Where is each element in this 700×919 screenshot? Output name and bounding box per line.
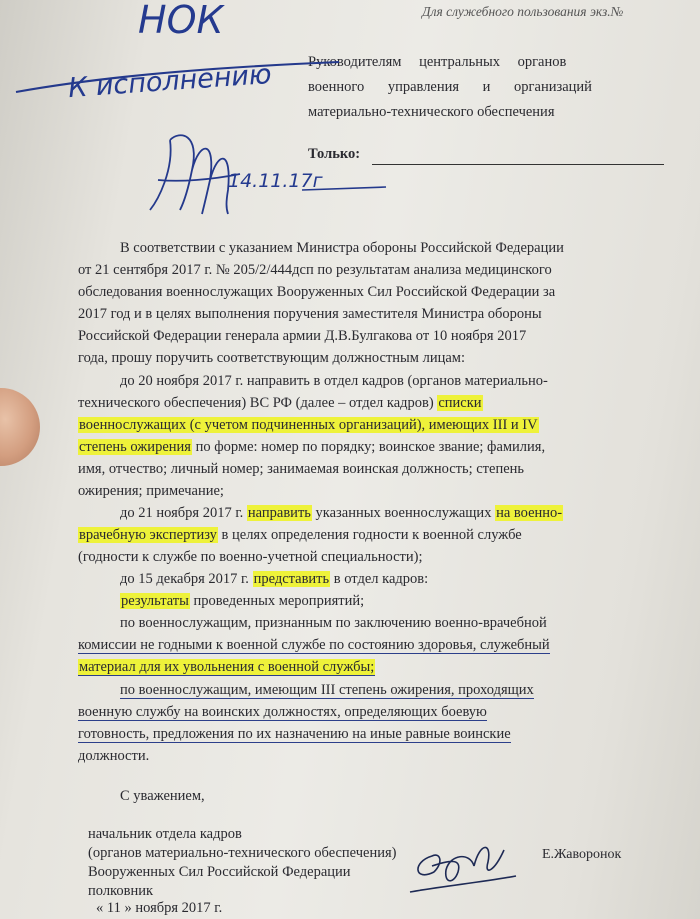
body-line-5: Российской Федерации генерала армии Д.В.Булгакова от 10 ноября 2017 xyxy=(78,328,527,344)
item4-line-1: по военнослужащим, признанным по заключению военно-врачебной xyxy=(120,615,547,631)
item4-line-2: комиссии не годными к военной службе по состоянию здоровья, служебный xyxy=(78,637,550,653)
resolution-stroke xyxy=(14,58,344,98)
highlight-obesity-degree: степень ожирения xyxy=(79,439,191,455)
highlight-medical-2: врачебную экспертизу xyxy=(79,527,217,543)
item1-line-6: ожирения; примечание; xyxy=(78,483,224,499)
highlight-dismissal: материал для их увольнения с военной службы; xyxy=(79,659,375,675)
item1-line-3 xyxy=(78,417,539,433)
body-line-2: от 21 сентября 2017 г. № 205/2/444дсп по результатам анализа медицинского xyxy=(78,262,552,278)
body-line-3: обследования военнослужащих Вооруженных Сил Российской Федерации за xyxy=(78,284,556,300)
handwritten-resolution: К исполнению xyxy=(67,58,273,105)
restriction-note: Для служебного пользования экз.№ xyxy=(422,4,624,19)
item3-events: проведенных мероприятий; xyxy=(193,593,365,609)
body-line-1: В соответствии с указанием Министра обороны Российской Федерации xyxy=(120,240,564,256)
highlight-send: направить xyxy=(247,505,311,521)
item1-line-4 xyxy=(78,439,545,455)
addressee-line-2: военного управления и организаций xyxy=(308,79,592,95)
signer-name: Е.Жаворонок xyxy=(542,847,622,862)
signature-line-4: полковник xyxy=(88,883,154,899)
item2-date: до 21 ноября 2017 г. xyxy=(120,505,244,521)
signer-signature-scribble xyxy=(404,832,520,902)
item3-target: в отдел кадров: xyxy=(333,571,429,587)
item4-line-3 xyxy=(78,659,375,675)
signature-line-2: (органов материально-технического обеспечения) xyxy=(88,845,397,861)
item2-line-1 xyxy=(120,505,563,521)
handwritten-date: 14.11.17г xyxy=(228,170,323,192)
body-line-4: 2017 год и в целях выполнения поручения заместителя Министра обороны xyxy=(78,306,542,322)
item1-text: технического обеспечения) ВС РФ (далее – отдел кадров) xyxy=(78,395,434,411)
signature-line-3: Вооруженных Сил Российской Федерации xyxy=(88,864,351,880)
addressee-line-3: материально-технического обеспечения xyxy=(308,104,555,120)
highlight-medical-1: на военно- xyxy=(496,505,563,521)
signature-line-1: начальник отдела кадров xyxy=(88,826,242,842)
closing: С уважением, xyxy=(120,788,205,804)
addressee-line-1: Руководителям центральных органов xyxy=(308,54,567,70)
item2-line-3: (годности к службе по военно-учетной специальности); xyxy=(78,549,423,565)
item3-line-2 xyxy=(120,593,364,609)
item2-purpose: в целях определения годности к военной службе xyxy=(221,527,522,543)
only-underline xyxy=(372,164,664,165)
handwritten-top-mark: НОК xyxy=(138,0,224,42)
item5-line-1: по военнослужащим, имеющим III степень ожирения, проходящих xyxy=(120,682,534,698)
item5-line-4: должности. xyxy=(78,748,150,764)
item3-date: до 15 декабря 2017 г. xyxy=(120,571,249,587)
item1-form-text: по форме: номер по порядку; воинское звание; фамилия, xyxy=(195,439,546,455)
item1-line-1: до 20 ноября 2017 г. направить в отдел кадров (органов материально- xyxy=(120,373,548,389)
item5-line-3: готовность, предложения по их назначению на иные равные воинские xyxy=(78,726,511,742)
item1-line-5: имя, отчество; личный номер; занимаемая воинская должность; степень xyxy=(78,461,525,477)
item1-line-2 xyxy=(78,395,483,411)
handwritten-signature-scribble xyxy=(140,110,260,220)
footer-date: « 11 » ноября 2017 г. xyxy=(96,900,223,916)
body-line-6: года, прошу поручить соответствующим должностным лицам: xyxy=(78,350,465,366)
item2-subject: указанных военнослужащих xyxy=(315,505,492,521)
highlight-results: результаты xyxy=(121,593,189,609)
highlight-servicemen: военнослужащих (с учетом подчиненных организаций), имеющих III и IV xyxy=(79,417,538,433)
only-label: Только: xyxy=(308,146,361,162)
highlight-lists: списки xyxy=(438,395,482,411)
highlight-submit: представить xyxy=(253,571,330,587)
item5-line-2: военную службу на воинских должностях, определяющих боевую xyxy=(78,704,487,720)
date-stroke xyxy=(300,182,390,196)
item3-line-1 xyxy=(120,571,428,587)
item2-line-2 xyxy=(78,527,522,543)
